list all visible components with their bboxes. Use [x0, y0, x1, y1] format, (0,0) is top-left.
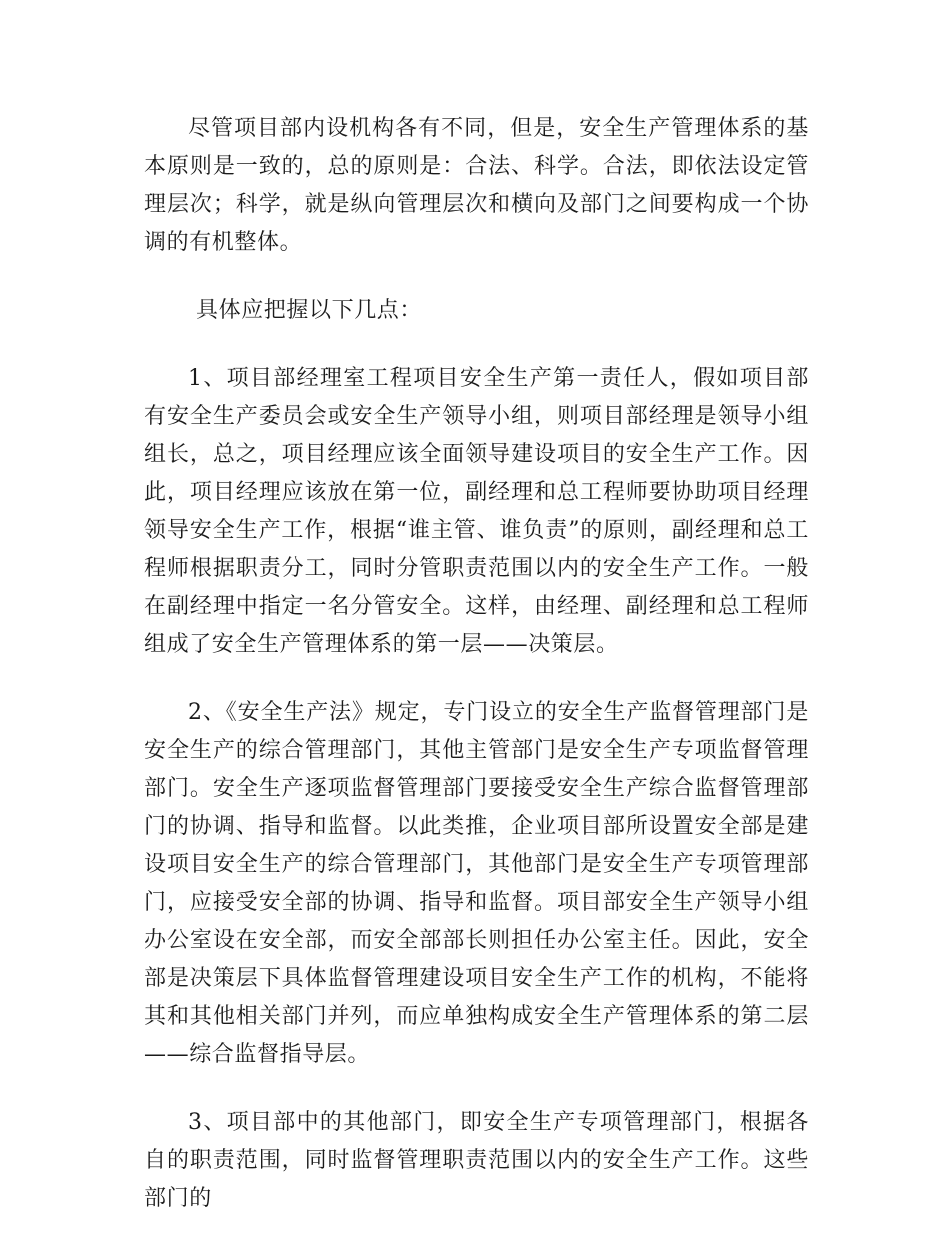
paragraph-key-points-intro: 具体应把握以下几点： — [196, 298, 423, 323]
paragraph-point-2: 2、《安全生产法》规定，专门设立的安全生产监督管理部门是安全生产的综合管理部门，其他主管部门是安全生产专项监督管理部门。安全生产逐项监督管理部门要接受安全生产综合监督管理部门的协调、指导和监督。以此类推，企业项目部所设置安全部是建设项目安全生产的综合管理部门，其他部门是安全生产专项管理部门，应接受安全部的协调、指导和监督。项目部安全生产领导小组办公室设在安全部，而安全部部长则担任办公室主任。因此，安全部是决策层下具体监督管理建设项目安全生产工作的机构，不能将其和其他相关部门并列，而应单独构成安全生产管理体系的第二层——综合监督指导层。 — [144, 700, 809, 1067]
paragraph-principles: 尽管项目部内设机构各有不同，但是，安全生产管理体系的基本原则是一致的，总的原则是：合法、科学。合法，即依法设定管理层次；科学，就是纵向管理层次和横向及部门之间要构成一个协调的有机整体。 — [144, 116, 809, 255]
document-body — [144, 110, 809, 1248]
paragraph-point-3: 3、项目部中的其他部门，即安全生产专项管理部门，根据各自的职责范围，同时监督管理职责范围以内的安全生产工作。这些部门的 — [144, 1110, 809, 1211]
paragraph-point-1: 1、项目部经理室工程项目安全生产第一责任人，假如项目部有安全生产委员会或安全生产领导小组，则项目部经理是领导小组组长，总之，项目经理应该全面领导建设项目的安全生产工作。因此，项目经理应该放在第一位，副经理和总工程师要协助项目经理领导安全生产工作，根据“谁主管、谁负责”的原则，副经理和总工程师根据职责分工，同时分管职责范围以内的安全生产工作。一般在副经理中指定一名分管安全。这样，由经理、副经理和总工程师组成了安全生产管理体系的第一层——决策层。 — [144, 366, 809, 657]
